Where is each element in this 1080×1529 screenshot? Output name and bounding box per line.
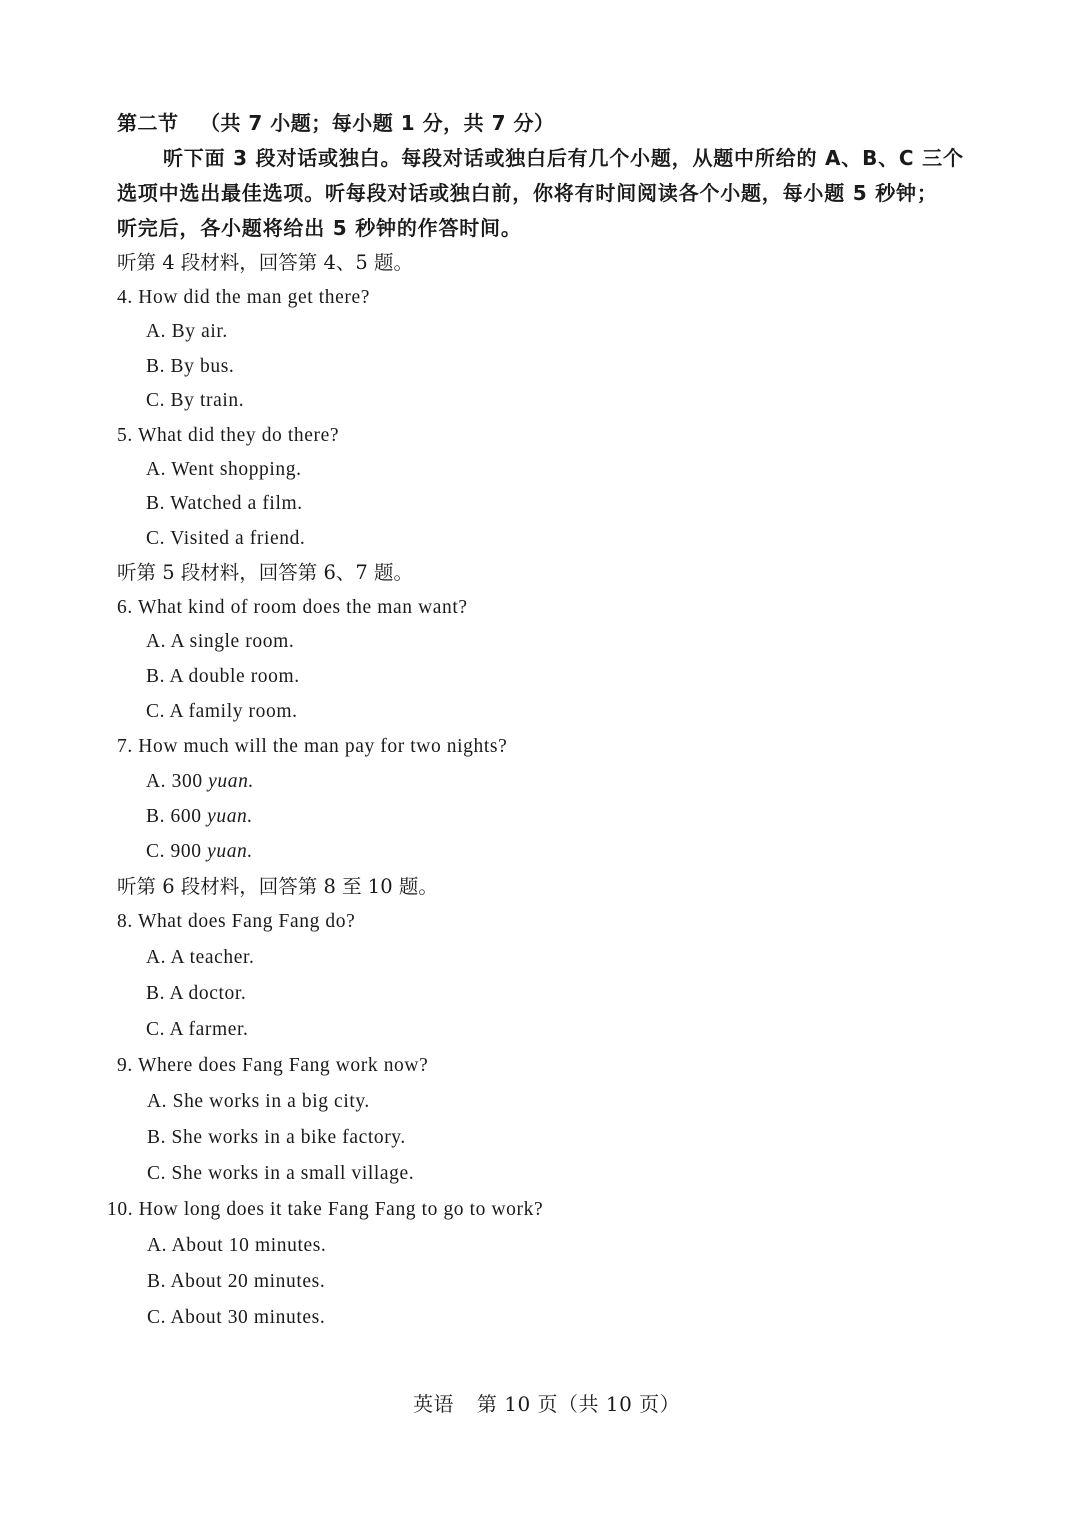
instructions-line-2: 选项中选出最佳选项。听每段对话或独白前，你将有时间阅读各个小题，每小题 5 秒钟；: [117, 181, 938, 205]
option-8a: [146, 945, 255, 971]
option-7a: [146, 769, 254, 795]
option-text: B. A doctor.: [146, 983, 247, 1004]
option-text: A. A single room.: [146, 631, 295, 652]
material-heading-5: 听第 5 段材料，回答第 6、7 题。: [117, 561, 414, 584]
currency-unit: yuan.: [207, 806, 253, 827]
option-text: A. By air.: [146, 321, 228, 342]
option-text: C. A family room.: [146, 701, 298, 722]
section-heading: [117, 110, 555, 136]
option-text: A. She works in a big city.: [147, 1091, 370, 1112]
instructions-line-3: 听完后，各小题将给出 5 秒钟的作答时间。: [117, 216, 522, 240]
option-5c: [146, 526, 305, 552]
option-text: A. A teacher.: [146, 947, 255, 968]
option-text: A. Went shopping.: [146, 459, 302, 480]
footer-page-number: 第 10 页（共 10 页）: [476, 1392, 681, 1416]
option-10b: [147, 1269, 325, 1295]
question-10: 10. How long does it take Fang Fang to go to work?: [107, 1199, 544, 1220]
question-9: 9. Where does Fang Fang work now?: [117, 1055, 429, 1076]
option-9c: [147, 1161, 414, 1187]
option-7b: [146, 804, 253, 830]
section-scoring: （共 7 小题；每小题 1 分，共 7 分）: [199, 111, 555, 135]
option-text: B. By bus.: [146, 356, 235, 377]
instructions-line-1: 听下面 3 段对话或独白。每段对话或独白后有几个小题，从题中所给的 A、B、C 三个: [163, 146, 964, 170]
option-5b: [146, 491, 303, 517]
option-9b: [147, 1125, 406, 1151]
option-text: A. 300: [146, 771, 209, 792]
question-6: 6. What kind of room does the man want?: [117, 597, 468, 618]
option-4b: [146, 354, 234, 380]
option-9a: [147, 1089, 370, 1115]
question-8: 8. What does Fang Fang do?: [117, 911, 356, 932]
option-text: B. Watched a film.: [146, 493, 303, 514]
option-text: C. Visited a friend.: [146, 528, 306, 549]
option-8c: [146, 1017, 249, 1043]
option-text: A. About 10 minutes.: [147, 1235, 327, 1256]
option-text: B. A double room.: [146, 666, 300, 687]
option-8b: [146, 981, 246, 1007]
option-4c: [146, 388, 244, 414]
option-text: C. A farmer.: [146, 1019, 249, 1040]
material-heading-4: 听第 4 段材料，回答第 4、5 题。: [117, 251, 414, 274]
option-text: B. About 20 minutes.: [147, 1271, 326, 1292]
option-6a: [146, 629, 294, 655]
option-10a: [147, 1233, 326, 1259]
section-title: 第二节: [117, 111, 179, 135]
footer-subject: 英语: [413, 1392, 454, 1416]
question-7: 7. How much will the man pay for two nights?: [117, 736, 508, 757]
currency-unit: yuan.: [208, 771, 254, 792]
option-text: C. About 30 minutes.: [147, 1307, 326, 1328]
question-5: 5. What did they do there?: [117, 425, 340, 446]
material-heading-6: 听第 6 段材料，回答第 8 至 10 题。: [117, 875, 438, 898]
option-text: C. 900: [146, 841, 208, 862]
option-text: C. By train.: [146, 390, 245, 411]
option-4a: [146, 319, 228, 345]
option-10c: [147, 1305, 325, 1331]
currency-unit: yuan.: [207, 841, 253, 862]
option-6b: [146, 664, 300, 690]
option-text: B. She works in a bike factory.: [147, 1127, 406, 1148]
page-footer: [413, 1391, 680, 1417]
option-5a: [146, 457, 302, 483]
question-4: 4. How did the man get there?: [117, 287, 370, 308]
option-7c: [146, 839, 253, 865]
option-text: B. 600: [146, 806, 208, 827]
option-text: C. She works in a small village.: [147, 1163, 415, 1184]
option-6c: [146, 699, 298, 725]
